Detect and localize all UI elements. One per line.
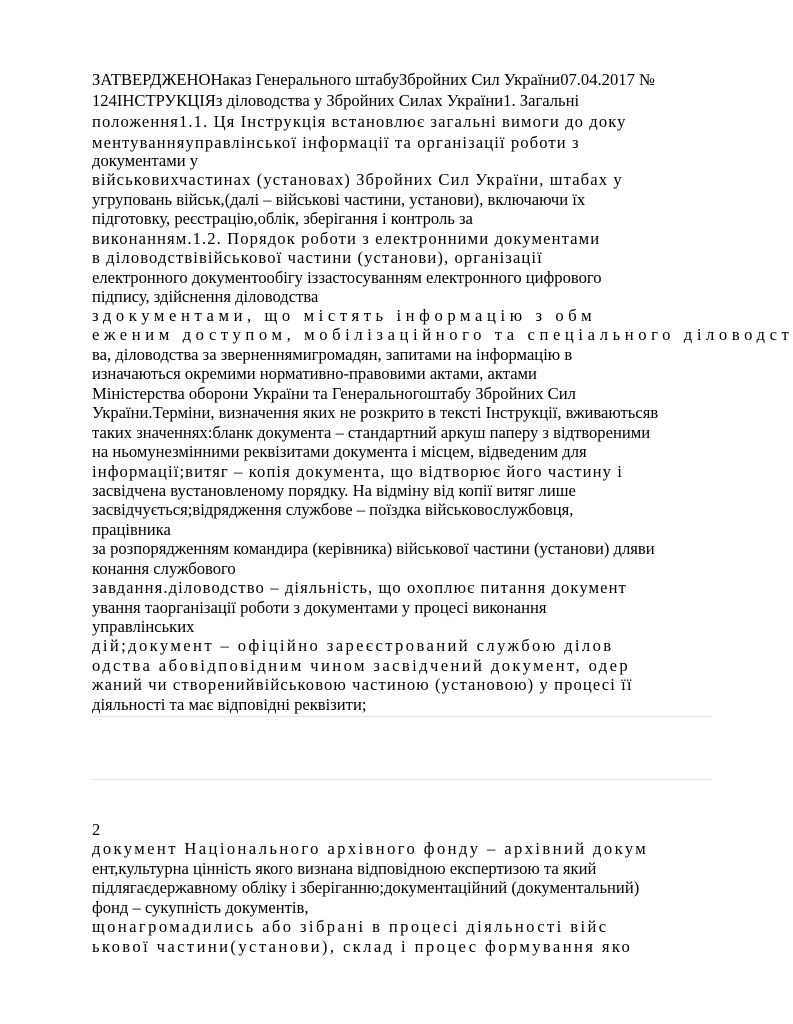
- text-line: України.Терміни, визначення яких не розкрито в тексті Інструкції, вживаютьсяв: [92, 403, 659, 422]
- text-line: документ Національного архівного фонду – архівний докум: [92, 839, 649, 858]
- text-line: підпису, здійснення діловодства: [92, 287, 319, 306]
- text-line: 124ІНСТРУКЦІЯз діловодства у Збройних Силах України1. Загальні: [92, 91, 580, 110]
- text-line: положення1.1. Ця Інструкція встановлює загальні вимоги до доку: [92, 112, 627, 131]
- text-line: електронного документообігу іззастосуванням електронного цифрового: [92, 268, 602, 287]
- text-line: управлінських: [92, 617, 195, 636]
- text-line: завдання.діловодство – діяльність, що охоплює питання документ: [92, 578, 627, 597]
- text-line: за розпорядженням командира (керівника) військової частини (установи) дляви: [92, 539, 655, 558]
- text-line: діяльності та має відповідні реквізити;: [92, 695, 367, 714]
- text-line: виконанням.1.2. Порядок роботи з електронними документами: [92, 229, 601, 248]
- text-line: підлягаєдержавному обліку і зберіганню;документаційний (документальний): [92, 878, 640, 897]
- text-line: військовихчастинах (установах) Збройних Сил України, штабах у: [92, 170, 623, 189]
- text-line: ькової частини(установи), склад і процес формування яко: [92, 937, 633, 956]
- text-line: дій;документ – офіційно зареєстрований службою ділов: [92, 636, 614, 655]
- text-line: изначаються окремими нормативно-правовими актами, актами: [92, 364, 537, 383]
- text-line: інформації;витяг – копія документа, що відтворює його частину і: [92, 462, 623, 481]
- text-line: одства абовідповідним чином засвідчений документ, одер: [92, 656, 631, 675]
- text-line: ЗАТВЕРДЖЕНОНаказ Генерального штабуЗбройних Сил України07.04.2017 №: [92, 70, 655, 89]
- text-line: угруповань військ,(далі – військові частини, установи), включаючи їх: [92, 190, 586, 209]
- text-line: таких значеннях:бланк документа – стандартний аркуш паперу з відтвореними: [92, 423, 651, 442]
- text-line: ування таорганізації роботи з документами у процесі виконання: [92, 598, 547, 617]
- text-line: в діловодствівійськової частини (установи), організації: [92, 248, 543, 267]
- page-number: 2: [92, 820, 101, 839]
- text-line: на ньомунезмінними реквізитами документа і місцем, відведеним для: [92, 442, 587, 461]
- text-line: Міністерства оборони України та Генеральногоштабу Збройних Сил: [92, 384, 576, 403]
- text-line: щонагромадились або зібрані в процесі діяльності війс: [92, 917, 609, 936]
- text-line: здокументами, що містять інформацію з обм: [92, 306, 597, 325]
- page-divider: [92, 716, 712, 717]
- text-line: еженим доступом, мобілізаційного та спеціального діловодст: [92, 325, 793, 344]
- text-line: ент,культурна цінність якого визнана відповідною експертизою та який: [92, 859, 597, 878]
- text-line: документами у: [92, 151, 199, 170]
- text-line: засвідчується;відрядження службове – поїздка військовослужбовця,: [92, 500, 574, 519]
- text-line: засвідчена вустановленому порядку. На відміну від копії витяг лише: [92, 481, 576, 500]
- text-line: працівника: [92, 520, 171, 539]
- text-line: ва, діловодства за зверненнямигромадян, запитами на інформацію в: [92, 345, 573, 364]
- text-line: конання службового: [92, 559, 236, 578]
- page-divider: [92, 779, 712, 780]
- text-line: ментуванняуправлінської інформації та організації роботи з: [92, 133, 580, 152]
- text-line: підготовку, реєстрацію,облік, зберігання і контроль за: [92, 209, 473, 228]
- text-line: фонд – сукупність документів,: [92, 898, 309, 917]
- text-line: жаний чи створенийвійськовою частиною (установою) у процесі її: [92, 675, 633, 694]
